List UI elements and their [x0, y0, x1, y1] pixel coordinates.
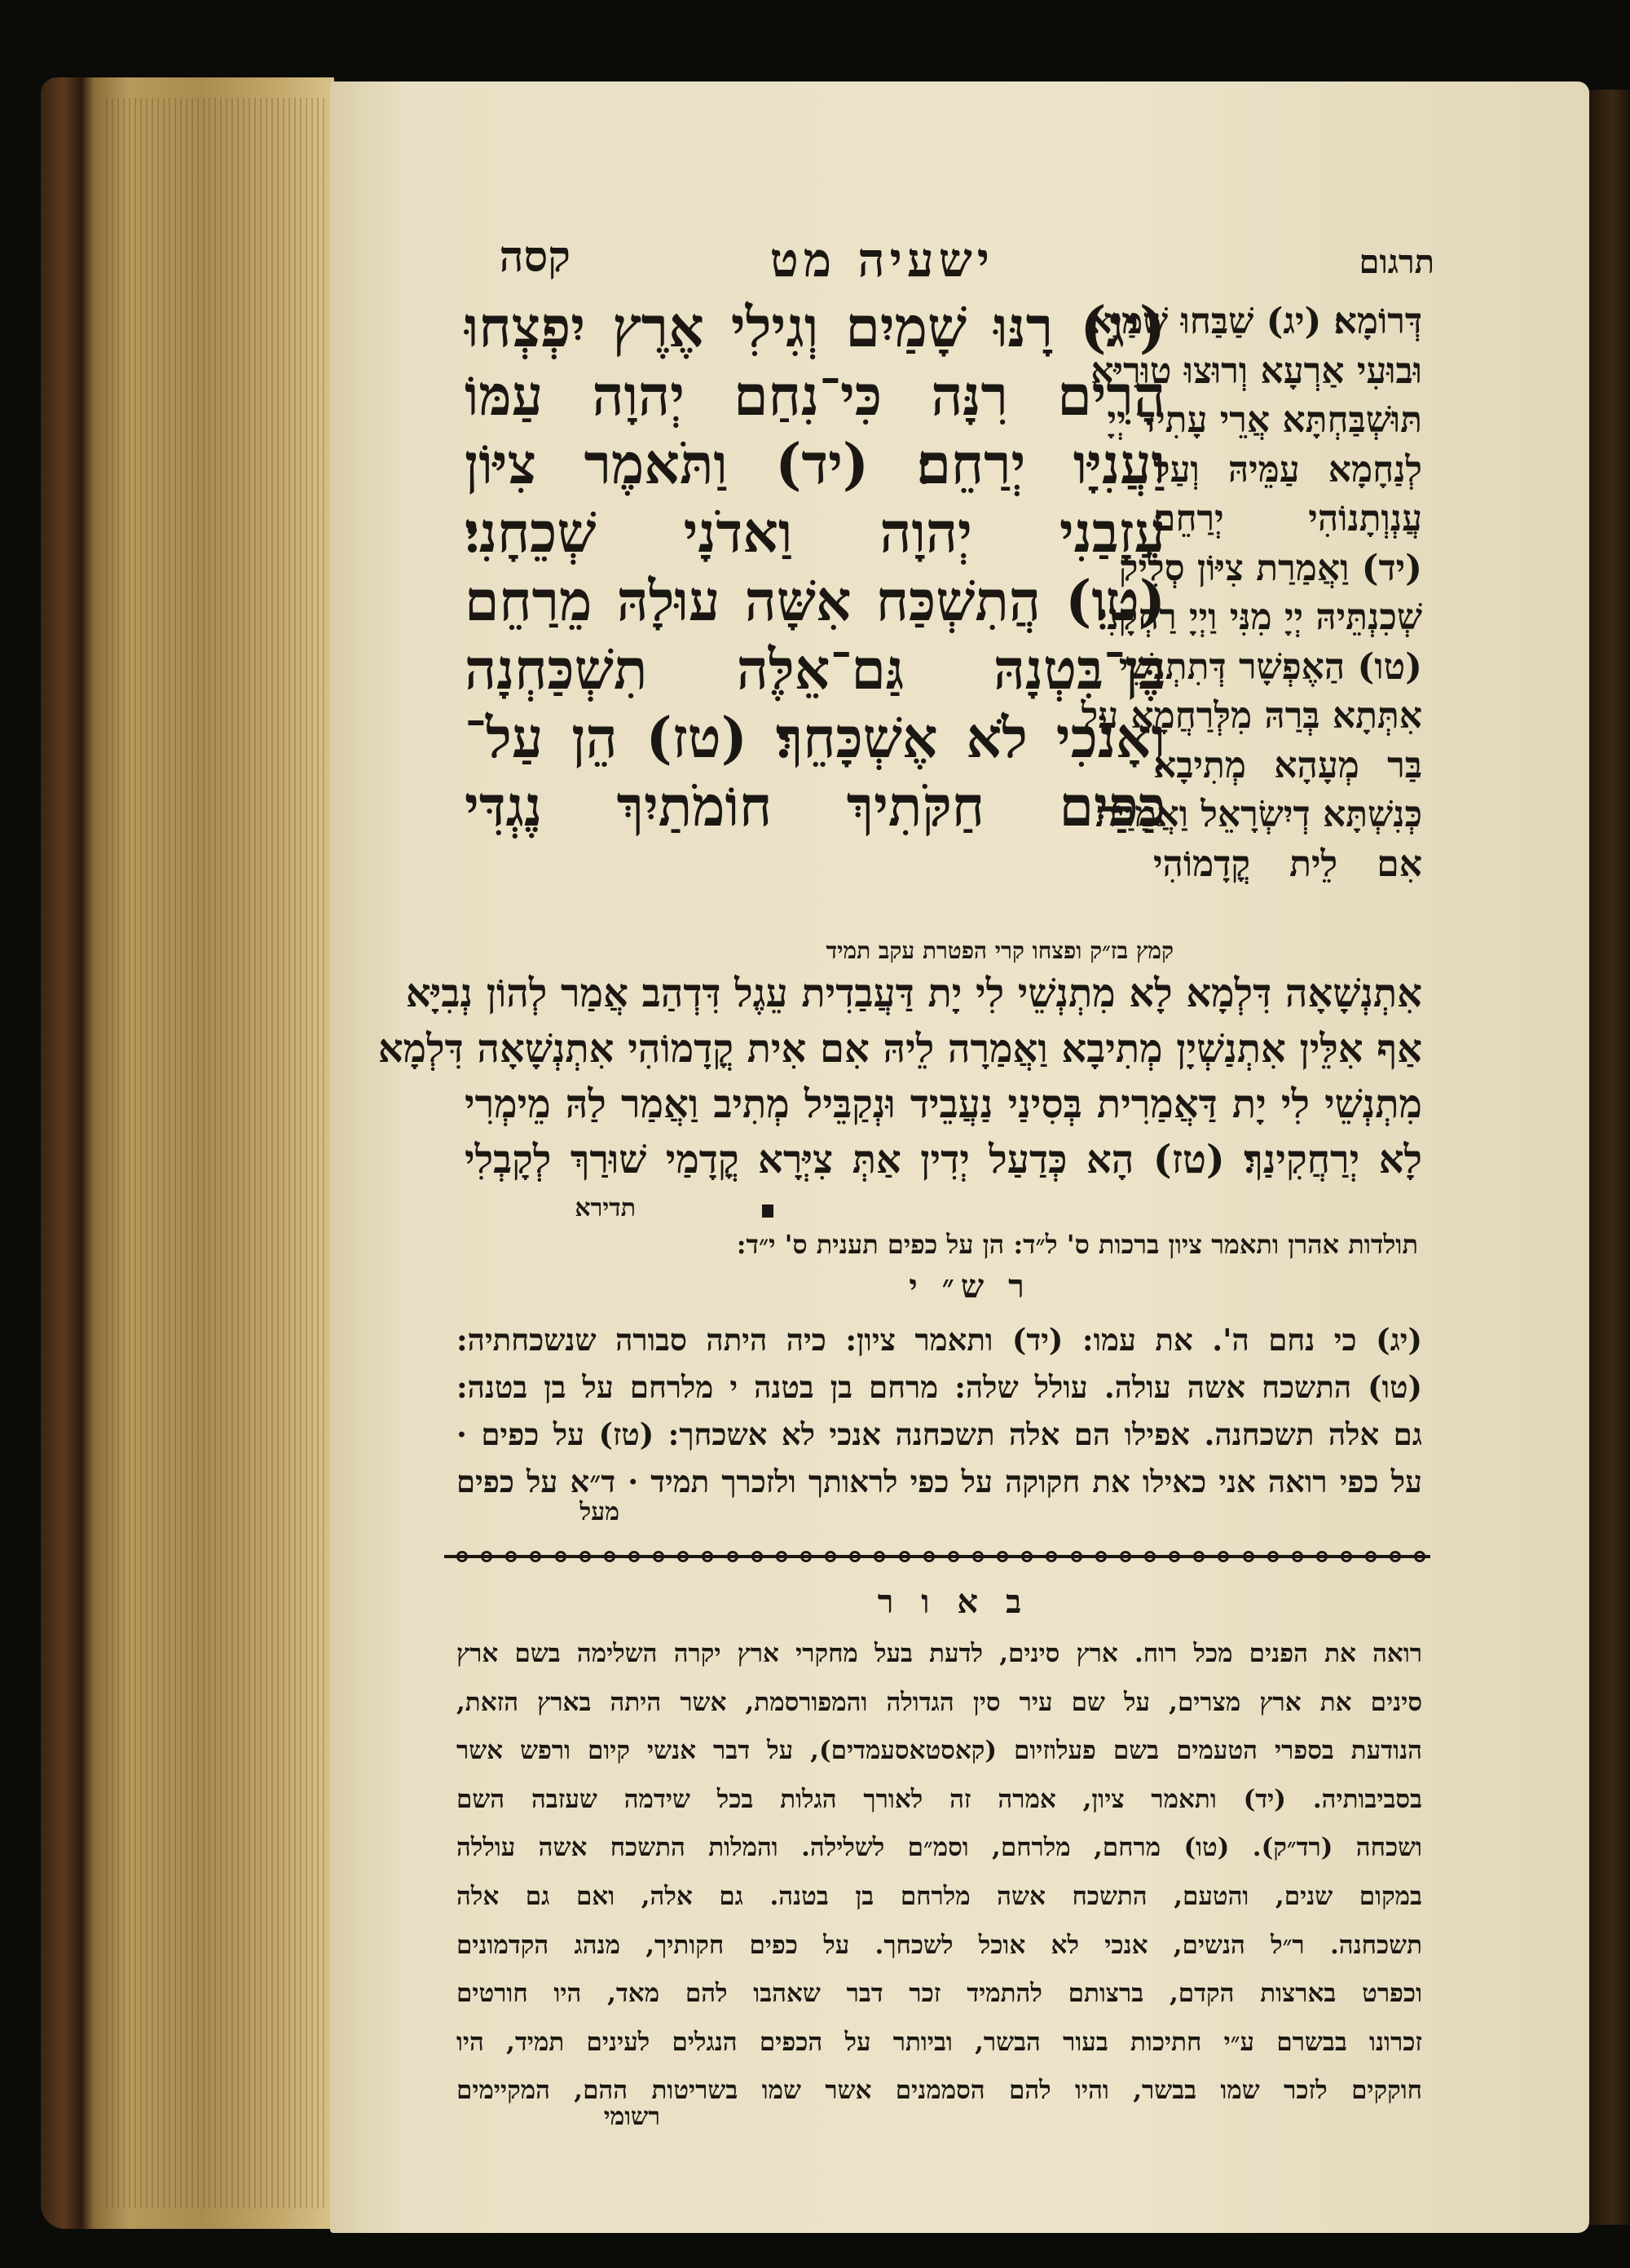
targum-line: דְּרוֹמָא׃ (יג) שַׁבַּחוּ שְׁמַיָּא [1089, 301, 1422, 342]
facing-page-edge [1585, 90, 1630, 2225]
targum-line: אִתְנְשָׁאָה דִּלְמָא לָא מִתְנְשֵׁי לִי יָת דַּעֲבַדִית עֵגֶל דִּדְהַב אֲמַר לְהוֹן נְבִיָּא [405, 971, 1422, 1016]
targum-line: שְׁכִנְתֵּיהּ יְיָ מִנִּי וַיְיָ רַחְקָנִי׃ [1097, 597, 1422, 638]
targum-catchword: תדירא [575, 1194, 636, 1222]
targum-label: תרגום [1359, 243, 1434, 281]
rashi-line: (טו) התשכח אשה עולה. עולל שלה: מרחם בן בטנה י מלרחם על בן בטנה: [456, 1369, 1423, 1405]
targum-line: אִם לֵית קֳדָמוֹהִי [1153, 843, 1422, 885]
text-line: בֶּן־בִּטְנָהּ גַּם־אֵלֶּה תִשְׁכַּחְנָה [465, 637, 1165, 702]
targum-line: וּבוּעִי אַרְעָא וְרוּצוּ טוּרַיָּא [1090, 350, 1422, 392]
biur-line: תשכחנה. ר״ל הנשים, אנכי לא אוכל לשכחך. על כפים חקותיך, מנהג הקדמונים [456, 1930, 1422, 1960]
text-line: כַּפַּיִם חַקֹּתִיךְ חוֹמֹתַיִךְ נֶגְדִּי [465, 774, 1165, 839]
text-line: וַעֲנִיָּו יְרַחֵם׃ (יד) וַתֹּאמֶר צִיּוֹן [465, 432, 1165, 497]
targum-line: אַף אִלֵּין אִתְנַשְׁיָן מְתִיבָא וַאֲמַרָה לֵיהּ אִם אִית קֳדָמוֹהִי אִתְנְשָׁאָה דִּלְמָא [377, 1026, 1422, 1072]
biur-line: ושכחה (רד״ק). (טו) מרחם, מלרחם, וסמ״ם לשלילה. והמלות התשכח אשה עוללה [456, 1833, 1422, 1863]
targum-continuation [377, 966, 1422, 1187]
targum-line: (יד) וַאֲמַרַת צִיּוֹן סְלֵיק [1118, 547, 1422, 589]
running-title: ישעיה מט [769, 232, 994, 288]
biur-line: בסביבותיה. (יד) ותאמר ציון, אמרה זה לאורך הגלות בכל שידמה שעזבה השם [456, 1784, 1422, 1814]
biur-line: במקום שנים, והטעם, התשכח אשה מלרחם בן בטנה. גם אלה, ואם גם אלה [456, 1881, 1422, 1911]
rashi-line: (יג) כי נחם ה'. את עמו: (יד) ותאמר ציון: כיה היתה סבורה שנשכחתיה: [456, 1322, 1422, 1358]
page-edges [106, 98, 326, 2209]
text-line: (יג) רָנּוּ שָׁמַיִם וְגִילִי אֶרֶץ יִפְצְחוּ [465, 295, 1165, 360]
text-line: וְאָנֹכִי לֹא אֶשְׁכָּחֵךְ׃ (טז) הֵן עַל־ [465, 706, 1165, 771]
targum-line: תּוּשְׁבַּחְתָּא אֲרֵי עָתִיד יְיָ [1107, 399, 1422, 441]
targum-line: מִתְנְשֵׁי לִי יָת דַּאֲמַרִית בְּסִינַי נַעֲבֵיד וּנְקַבֵּיל מְתִיב וַאֲמַר לַהּ מֵימְרִי [465, 1081, 1422, 1127]
biur-line: זכרונו בבשרם ע״י חתיכות בעור הבשר, וביותר על הכפים הנגלים לעינים תמיד, היו [456, 2027, 1422, 2057]
sources-note: תולדות אהרן ותאמר ציון ברכות ס' ל״ד: הן על כפים תענית ס' י״ד: [736, 1229, 1418, 1260]
targum-line: כְּנִשְׁתָּא דְיִשְׂרָאֵל וַאֲמַרַת [1095, 794, 1422, 835]
biur-catchword: רשומי [603, 2103, 660, 2131]
rashi-line: גם אלה תשכחנה. אפילו הם אלה תשכחנה אנכי לא אשכחך: (טז) על כפים · [456, 1416, 1422, 1452]
print-mark [762, 1204, 773, 1218]
text-line: עֲזָבַנִי יְהוָה וַאדֹנָי שְׁכֵחָנִי׃ [465, 500, 1165, 566]
targum-line: בַּר מְעָהָא מְתִיבָא [1153, 744, 1422, 786]
targum-line: אִתְּתָא בְּרַהּ מִלְּרַחֲמָא עַל [1081, 695, 1422, 737]
biur-line: הנודעת בספרי הטעמים בשם פעלוזיום (קאסטאסעמדים), על דבר אנשי קיום ורפש אשר [456, 1736, 1422, 1766]
rashi-line: על כפי רואה אני כאילו את חקוקה על כפי לראותך ולזכרך תמיד · ד״א על כפים [456, 1464, 1422, 1500]
ornamental-divider [456, 1548, 1426, 1565]
targum-column [1081, 297, 1422, 889]
page-number: קסה [499, 232, 570, 282]
targum-line: לְנַחָמָא עַמֵּיהּ וְעַל [1153, 448, 1422, 491]
rashi-catchword: מעל [579, 1498, 619, 1526]
rashi-commentary [456, 1316, 1422, 1505]
targum-line: (טו) הַאֶפְשָׁר דְּתִתְנְשֵׁי [1118, 645, 1422, 688]
biur-line: חוקקים לזכר שמו בבשר, והיו להם הסממנים אשר שמו בשריטות ההם, המקיימים [456, 2076, 1422, 2106]
biblical-text [465, 293, 1165, 841]
text-line: (טו) הֲתִשְׁכַּח אִשָּׁה עוּלָהּ מֵרַחֵם [465, 569, 1165, 634]
biur-line: רואה את הפנים מכל רוח. ארץ סינים, לדעת בעל מחקרי ארץ יקרה השלימה בשם ארץ [456, 1639, 1422, 1668]
biur-line: וכפרט בארצות הקדם, ברצותם להתמיד זכר דבר שאהבו להם מאד, היו חורטים [456, 1979, 1422, 2009]
targum-line: עֲנְוְתָנוֹהִי יְרַחֵם׃ [1153, 498, 1422, 539]
targum-line: לָא יְרַחֲקִינַךְ׃ (טז) הָא כְּדַעַל יְדִין אַתְּ צִיְּרָא קֳדָמַי שׁוּרַךְ לְקָבְלִי [465, 1137, 1422, 1182]
rashi-heading: ר ש״ י [909, 1267, 1031, 1306]
masoretic-note: קמץ בז״ק ופצחו קרי הפטרת עקב תמיד [826, 937, 1174, 964]
text-line: הָרִים רִנָּה כִּי־נִחַם יְהוָה עַמּוֹ [465, 363, 1165, 429]
biur-heading: ב א ו ר [877, 1583, 1030, 1621]
biur-commentary [456, 1630, 1422, 2116]
biur-line: סינים את ארץ מצרים, על שם עיר סין הגדולה והמפורסמת, אשר היתה בארץ הזאת, [456, 1687, 1422, 1717]
